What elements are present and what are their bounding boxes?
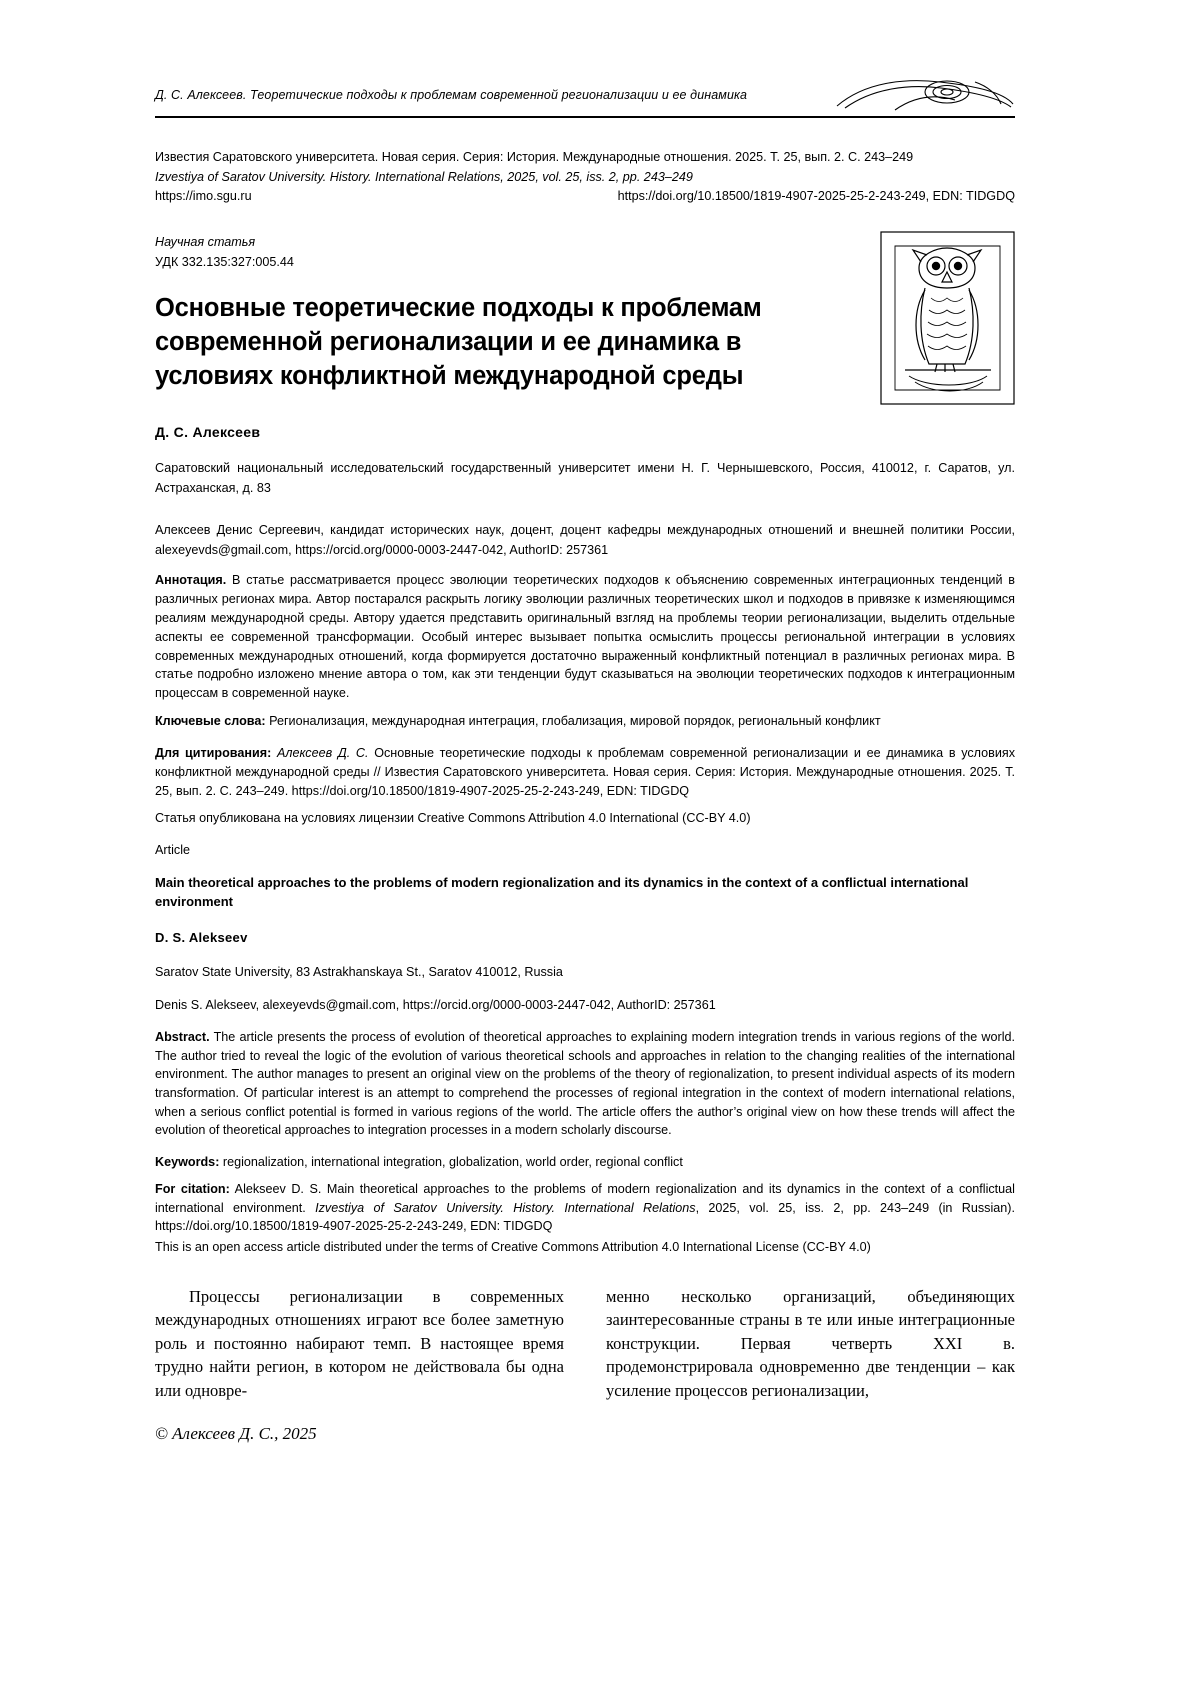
citation-ru-label: Для цитирования: [155, 746, 272, 760]
article-label-en: Article [155, 843, 190, 857]
body-paragraph-left: Процессы регионализации в современных международных отношениях играют все более заметную роль и постоянно набирают темп. В настоящее время трудно найти регион, в котором не действовала бы одна или одновре- [155, 1287, 564, 1400]
ornament-decoration [835, 76, 1015, 116]
running-head-text: Д. С. Алексеев. Теоретические подходы к проблемам современной регионализации и ее динамика [155, 88, 748, 102]
citation-ru-author: Алексеев Д. С. [276, 746, 369, 760]
keywords-ru-label: Ключевые слова: [155, 714, 266, 728]
author-name-en: D. S. Alekseev [155, 930, 248, 945]
citation-en-part2: , 2025, vol. 25, iss. 2, pp. 243–249 (in Russian). https://doi.org/10.18500/1819-4907-2025-25-2-243-249, EDN: TIDGDQ [155, 1200, 1015, 1234]
author-bio-en: Denis S. Alekseev, alexeyevds@gmail.com, https://orcid.org/0000-0003-2447-042, AuthorID: 257361 [155, 998, 716, 1012]
abstract-en-text: The article presents the process of evolution of theoretical approaches to explaining modern integration trends in various regions of the world. The author tried to reveal the logic of the evolution of various theoretical schools and approaches in relation to the changing realities of the international environment. The author manages to present an original view on the problems of the theory of regionalization, to present individual aspects of its modern transformation. Of particular interest is an attempt to comprehend the processes of regional integration in the context of modern international relations, when a serious conflict potential is formed in various regions of the world. The article offers the author’s original view on how these trends will affect the evolution of theoretical approaches to integration processes in a modern scholarly discourse. [155, 1030, 1015, 1138]
abstract-en-label: Abstract. [155, 1030, 210, 1044]
citation-en-part1: Alekseev D. S. Main theoretical approaches to the problems of modern regionalization and its dynamics in the context of a conflictual international environment. [155, 1182, 1015, 1215]
abstract-ru-text: В статье рассматривается процесс эволюции теоретических подходов к объяснению современных интеграционных тенденций в различных регионах мира. Автор постарался раскрыть логику эволюции различных теоретических школ и подходов в привязке к изменяющимся реалиям международной среды. Автору удается представить оригинальный взгляд на проблемы теории регионализации, выделить отдельные аспекты ее современной трансформации. Особый интерес вызывает попытка осмыслить процессы региональной интеграции в условиях современных международных отношений, когда формируется достаточно выраженный конфликтный потенциал в различных регионах мира. В статье подробно изложено мнение автора о том, как эти тенденции будут сказываться на эволюции теоретических подходов к интеграционным процессам в современной науке. [155, 573, 1015, 701]
title-en: Main theoretical approaches to the problems of modern regionalization and its dynamics in the context of a conflictual international environment [155, 875, 969, 909]
body-column-right [606, 1285, 1015, 1402]
journal-site-link[interactable]: https://imo.sgu.ru [155, 189, 252, 204]
citation-en-journal: Izvestiya of Saratov University. History. International Relations [315, 1200, 696, 1215]
udc-code: УДК 332.135:327:005.44 [155, 255, 294, 270]
journal-doi-link[interactable]: https://doi.org/10.18500/1819-4907-2025-25-2-243-249, EDN: TIDGDQ [617, 189, 1015, 204]
body-column-left [155, 1285, 564, 1402]
body-paragraph-right: менно несколько организаций, объединяющих заинтересованные страны в те или иные интеграционные конструкции. Первая четверть XXI в. продемонстрировала одновременно две тенденции – как усиление процессов регионализации, [606, 1287, 1015, 1400]
license-ru: Статья опубликована на условиях лицензии Creative Commons Attribution 4.0 International (CC-BY 4.0) [155, 811, 751, 825]
copyright-footer: © Алексеев Д. С., 2025 [155, 1424, 317, 1443]
article-type-block [155, 232, 294, 272]
abstract-en [155, 1028, 1015, 1140]
keywords-en-text: regionalization, international integration, globalization, world order, regional conflict [222, 1155, 683, 1169]
journal-line-ru: Известия Саратовского университета. Новая серия. Серия: История. Международные отношения. 2025. Т. 25, вып. 2. С. 243–249 [155, 150, 914, 164]
affiliation-ru: Саратовский национальный исследовательский государственный университет имени Н. Г. Чернышевского, Россия, 410012, г. Саратов, ул. Астраханская, д. 83 [155, 461, 1015, 496]
citation-en [155, 1180, 1015, 1236]
owl-emblem-icon [875, 228, 1020, 408]
keywords-ru-text: Регионализация, международная интеграция, глобализация, мировой порядок, региональный конфликт [269, 714, 881, 728]
author-bio-ru: Алексеев Денис Сергеевич, кандидат исторических наук, доцент, доцент кафедры международных отношений и внешней политики России, alexeyevds@gmail.com, https://orcid.org/0000-0003-2447-042, AuthorID: 257361 [155, 523, 1015, 558]
keywords-en [155, 1153, 1015, 1172]
citation-en-label: For citation: [155, 1182, 230, 1196]
author-name-ru: Д. С. Алексеев [155, 424, 261, 440]
citation-ru-text: Основные теоретические подходы к проблемам современной регионализации и ее динамика в условиях конфликтной международной среды // Известия Саратовского университета. Новая серия. Серия: История. Международные отношения. 2025. Т. 25, вып. 2. С. 243–249. https://doi.org/10.18500/1819-4907-2025-25-2-243-249, EDN: TIDGDQ [155, 746, 1016, 798]
running-head-rule [155, 116, 1015, 118]
abstract-ru-label: Аннотация. [155, 573, 227, 587]
running-head [155, 88, 1015, 126]
journal-identification [155, 148, 1015, 207]
page-title: Основные теоретические подходы к проблемам современной регионализации и ее динамика в условиях конфликтной международной среды [155, 294, 762, 390]
keywords-ru [155, 712, 1015, 731]
affiliation-en: Saratov State University, 83 Astrakhanskaya St., Saratov 410012, Russia [155, 965, 563, 979]
abstract-ru [155, 571, 1015, 703]
article-type-label: Научная статья [155, 235, 256, 249]
journal-line-en: Izvestiya of Saratov University. History. International Relations, 2025, vol. 25, iss. 2, pp. 243–249 [155, 169, 693, 184]
article-body [155, 1285, 1015, 1402]
citation-ru [155, 744, 1015, 801]
keywords-en-label: Keywords: [155, 1155, 220, 1169]
license-en: This is an open access article distributed under the terms of Creative Commons Attribution 4.0 International License (CC-BY 4.0) [155, 1240, 871, 1254]
